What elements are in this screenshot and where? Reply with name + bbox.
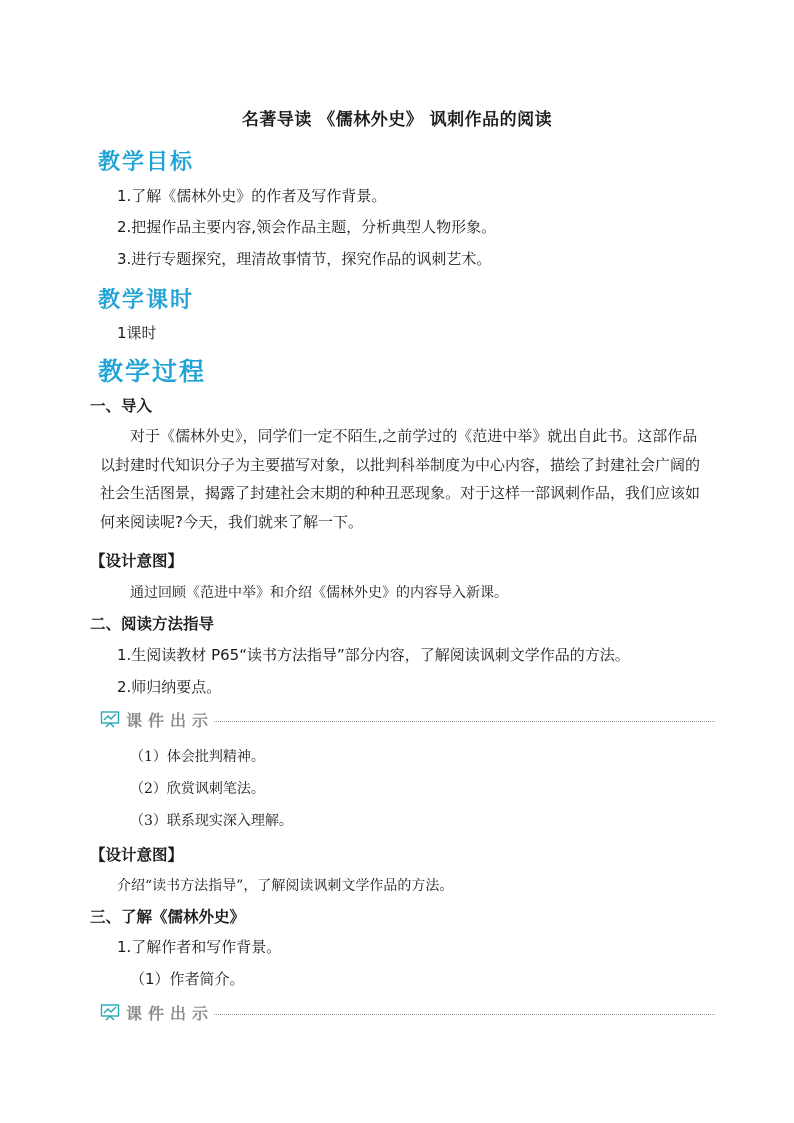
slide-label: 课件出示 [126, 710, 215, 730]
dotted-divider [214, 1014, 715, 1015]
goal-item-1: 1.了解《儒林外史》的作者及写作背景。 [117, 187, 387, 205]
section-2-item-2: 2.师归纳要点。 [117, 678, 222, 696]
slide-item-2: （2）欣赏讽刺笔法。 [130, 781, 265, 797]
section-1-paragraph: 对于《儒林外史》，同学们一定不陌生,之前学过的《范进中举》就出自此书。这部作品以封建时代知识分子为主要描写对象，以批判科举制度为中心内容，描绘了封建社会广阔的社会生活图景，揭露了封建社会末期的种种丑恶现象。对于这样一部讽刺作品，我们应该如何来阅读呢?今天，我们就来了解一下。 [100, 427, 701, 531]
slide-banner-1 [100, 707, 715, 731]
heading-goals: 教学目标 [98, 150, 195, 175]
slide-label: 课件出示 [126, 1003, 215, 1023]
hours-value: 1课时 [117, 324, 157, 342]
goal-item-3: 3.进行专题探究，理清故事情节，探究作品的讽刺艺术。 [117, 250, 492, 268]
dotted-divider [214, 721, 715, 722]
slide-item-3: （3）联系现实深入理解。 [130, 813, 293, 829]
design-intent-heading-2: 【设计意图】 [90, 846, 184, 864]
goal-item-2: 2.把握作品主要内容,领会作品主题，分析典型人物形象。 [117, 218, 497, 236]
presentation-chart-icon [100, 710, 120, 728]
design-intent-text-1: 通过回顾《范进中举》和介绍《儒林外史》的内容导入新课。 [130, 585, 508, 601]
section-2-item-1: 1.生阅读教材 P65“读书方法指导”部分内容，了解阅读讽刺文学作品的方法。 [117, 646, 630, 664]
presentation-chart-icon [100, 1003, 120, 1021]
section-2-heading: 二、阅读方法指导 [90, 615, 215, 633]
slide-item-1: （1）体会批判精神。 [130, 749, 265, 765]
heading-process: 教学过程 [98, 357, 207, 386]
section-3-heading: 三、了解《儒林外史》 [90, 908, 246, 926]
heading-hours: 教学课时 [98, 288, 195, 313]
section-3-item-2: （1）作者简介。 [130, 970, 245, 988]
section-3-item-1: 1.了解作者和写作背景。 [117, 938, 282, 956]
section-1-heading: 一、导入 [90, 397, 153, 415]
document-title: 名著导读 《儒林外史》 讽刺作品的阅读 [241, 110, 553, 130]
design-intent-text-2: 介绍“读书方法指导”，了解阅读讽刺文学作品的方法。 [117, 878, 454, 894]
design-intent-heading-1: 【设计意图】 [90, 552, 184, 570]
slide-banner-2 [100, 1000, 715, 1024]
